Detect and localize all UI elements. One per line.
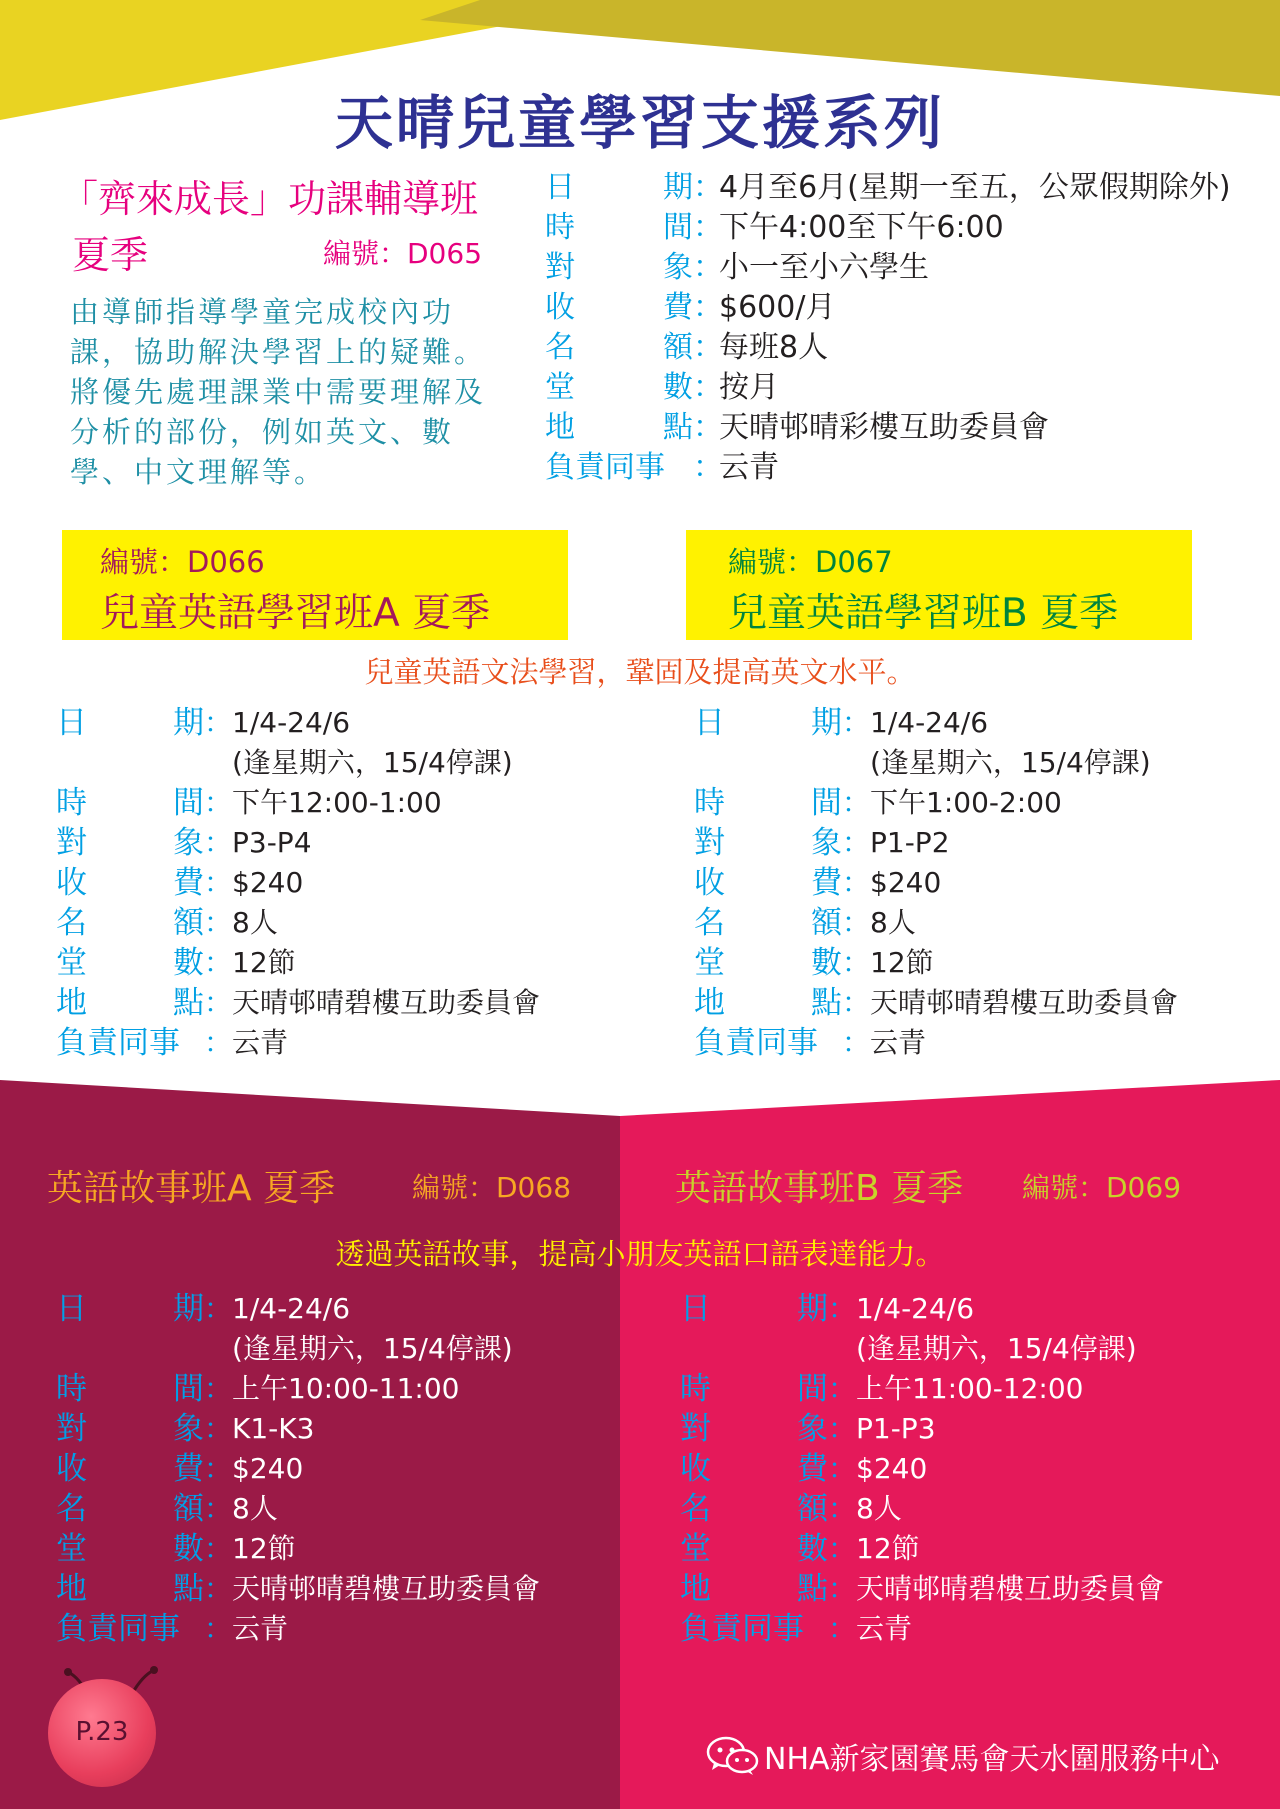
info-value: 12節 — [232, 946, 296, 979]
info-row — [680, 1329, 1164, 1369]
info-row — [694, 743, 1178, 783]
info-value: P3-P4 — [232, 826, 312, 859]
info-label-part: 數 — [173, 1531, 204, 1567]
info-row — [680, 1369, 1164, 1409]
page-number: P.23 — [75, 1717, 129, 1747]
info-row — [694, 903, 1178, 943]
info-colon: ： — [204, 1572, 233, 1605]
info-value: 天晴邨晴碧樓互助委員會 — [870, 986, 1179, 1019]
info-value: (逢星期六，15/4停課) — [232, 746, 513, 779]
info-value: 云青 — [870, 1026, 927, 1059]
info-label-part: 對 — [56, 825, 87, 861]
info-label-part: 費 — [797, 1451, 828, 1487]
info-label — [694, 983, 842, 1023]
d066-info-list — [56, 703, 540, 1063]
info-row — [680, 1409, 1164, 1449]
info-row — [56, 783, 540, 823]
info-label — [56, 1449, 204, 1489]
info-label-part: 負責同事 — [680, 1611, 804, 1647]
page-title: 天晴兒童學習支援系列 — [334, 89, 945, 157]
info-label-part: 時 — [680, 1371, 711, 1407]
d069-code: 編號：D069 — [1022, 1171, 1182, 1204]
info-label — [694, 783, 842, 823]
d067-header-box — [686, 530, 1192, 640]
info-value: 云青 — [232, 1612, 289, 1645]
info-value: 4月至6月(星期一至五，公眾假期除外) — [719, 170, 1231, 205]
info-colon: ： — [842, 866, 871, 899]
info-row — [680, 1449, 1164, 1489]
info-colon: ： — [204, 906, 233, 939]
info-row — [680, 1489, 1164, 1529]
info-label-part: 象 — [173, 1411, 204, 1447]
info-colon: ： — [828, 1532, 857, 1565]
info-value: (逢星期六，15/4停課) — [870, 746, 1151, 779]
info-label — [680, 1489, 828, 1529]
info-value: $240 — [232, 1452, 304, 1485]
info-label-part: 時 — [56, 785, 87, 821]
info-row — [56, 1529, 540, 1569]
info-label — [680, 1449, 828, 1489]
d068-course-name: 英語故事班A 夏季 — [47, 1168, 336, 1209]
d068-code: 編號：D068 — [412, 1171, 572, 1204]
info-label — [56, 863, 204, 903]
info-colon: ： — [842, 1026, 871, 1059]
info-colon: ： — [693, 450, 723, 485]
info-label-part: 地 — [694, 985, 725, 1021]
info-value: K1-K3 — [232, 1412, 315, 1445]
info-row — [694, 783, 1178, 823]
info-label — [56, 703, 204, 743]
info-label-part: 期 — [173, 1291, 204, 1327]
info-row — [56, 1409, 540, 1449]
info-label-part: 時 — [545, 210, 575, 245]
info-row — [680, 1529, 1164, 1569]
info-label-part: 堂 — [680, 1531, 711, 1567]
info-value: 8人 — [232, 906, 278, 939]
info-label-part: 名 — [56, 905, 87, 941]
d065-description: 由導師指導學童完成校內功課，協助解決學習上的疑難。將優先處理課業中需要理解及分析的部份，例如英文、數學、中文理解等。 — [70, 295, 487, 489]
info-row — [56, 703, 540, 743]
info-label — [545, 448, 693, 488]
info-value: 云青 — [719, 450, 779, 485]
info-label — [680, 1529, 828, 1569]
info-label — [56, 1369, 204, 1409]
info-value: 天晴邨晴彩樓互助委員會 — [719, 410, 1049, 445]
info-colon: ： — [204, 786, 233, 819]
info-colon: ： — [828, 1452, 857, 1485]
info-label-part: 間 — [173, 1371, 204, 1407]
info-label-part: 象 — [797, 1411, 828, 1447]
info-label-part: 名 — [694, 905, 725, 941]
info-label-part: 費 — [663, 290, 693, 325]
info-label-part: 點 — [173, 985, 204, 1021]
info-row — [56, 1023, 540, 1063]
info-value: 1/4-24/6 — [856, 1292, 975, 1325]
info-colon: ： — [204, 866, 233, 899]
info-label — [56, 1409, 204, 1449]
info-label-part: 日 — [545, 170, 575, 205]
page-number-badge — [48, 1679, 156, 1787]
info-row — [680, 1569, 1164, 1609]
info-colon: ： — [204, 1492, 233, 1525]
info-value: $240 — [856, 1452, 928, 1485]
info-colon: ： — [204, 946, 233, 979]
info-label-part: 費 — [173, 1451, 204, 1487]
info-label-part: 名 — [680, 1491, 711, 1527]
info-label-part: 時 — [694, 785, 725, 821]
info-label-part: 地 — [56, 985, 87, 1021]
info-colon: ： — [204, 1612, 233, 1645]
info-colon: ： — [204, 1372, 233, 1405]
info-row — [545, 408, 1231, 448]
info-label-part: 間 — [811, 785, 842, 821]
info-label-part: 額 — [173, 905, 204, 941]
d069-info-list — [680, 1289, 1164, 1649]
info-label-part: 堂 — [694, 945, 725, 981]
info-row — [680, 1609, 1164, 1649]
info-label — [694, 1023, 842, 1063]
info-row — [56, 1369, 540, 1409]
info-label-part: 日 — [56, 1291, 87, 1327]
d069-course-name: 英語故事班B 夏季 — [675, 1168, 964, 1209]
info-label — [56, 1023, 204, 1063]
info-colon: ： — [204, 1452, 233, 1485]
info-label — [56, 823, 204, 863]
info-label-part: 地 — [680, 1571, 711, 1607]
info-label-part: 額 — [811, 905, 842, 941]
info-colon: ： — [693, 290, 723, 325]
info-label-part: 數 — [663, 370, 693, 405]
info-value: 按月 — [719, 370, 779, 405]
info-label-part: 額 — [173, 1491, 204, 1527]
info-label-part: 象 — [811, 825, 842, 861]
info-label — [56, 1489, 204, 1529]
info-colon: ： — [842, 986, 871, 1019]
info-label-part: 時 — [56, 1371, 87, 1407]
info-value: 12節 — [870, 946, 934, 979]
info-colon: ： — [842, 946, 871, 979]
info-label-part: 堂 — [56, 1531, 87, 1567]
info-label-part: 費 — [811, 865, 842, 901]
info-colon: ： — [204, 986, 233, 1019]
info-value: $240 — [870, 866, 942, 899]
d066-code: 編號：D066 — [100, 545, 265, 579]
info-label — [56, 1569, 204, 1609]
info-value: 1/4-24/6 — [232, 706, 351, 739]
info-value: 上午11:00-12:00 — [856, 1372, 1084, 1405]
info-label-part: 負責同事 — [56, 1611, 180, 1647]
info-label-part: 期 — [173, 705, 204, 741]
info-value: 天晴邨晴碧樓互助委員會 — [856, 1572, 1165, 1605]
info-label-part: 對 — [680, 1411, 711, 1447]
info-colon: ： — [842, 906, 871, 939]
info-colon: ： — [828, 1412, 857, 1445]
info-label-part: 間 — [663, 210, 693, 245]
english-class-description: 兒童英語文法學習，鞏固及提高英文水平。 — [364, 655, 916, 689]
info-colon: ： — [828, 1612, 857, 1645]
wechat-icon — [706, 1736, 760, 1776]
footer — [706, 1734, 1220, 1778]
info-value: (逢星期六，15/4停課) — [232, 1332, 513, 1365]
info-colon: ： — [828, 1492, 857, 1525]
info-row — [56, 1609, 540, 1649]
info-label-part: 負責同事 — [694, 1025, 818, 1061]
info-row — [56, 1329, 540, 1369]
info-label — [545, 408, 693, 448]
info-row — [680, 1289, 1164, 1329]
info-value: (逢星期六，15/4停課) — [856, 1332, 1137, 1365]
info-label-part: 間 — [173, 785, 204, 821]
info-value: 1/4-24/6 — [232, 1292, 351, 1325]
d065-code: 編號：D065 — [323, 237, 483, 270]
info-row — [56, 903, 540, 943]
info-label-part: 點 — [797, 1571, 828, 1607]
info-label-part: 負責同事 — [56, 1025, 180, 1061]
info-row — [694, 1023, 1178, 1063]
info-label-part: 日 — [56, 705, 87, 741]
info-row — [545, 208, 1231, 248]
info-label-part: 負責同事 — [545, 450, 665, 485]
info-value: 12節 — [856, 1532, 920, 1565]
info-row — [545, 168, 1231, 208]
info-value: 1/4-24/6 — [870, 706, 989, 739]
info-value: $600/月 — [719, 290, 836, 325]
info-label-part: 地 — [545, 410, 575, 445]
info-label — [56, 983, 204, 1023]
info-label-part: 對 — [694, 825, 725, 861]
info-label — [680, 1289, 828, 1329]
footer-org-name: NHA新家園賽馬會天水圍服務中心 — [764, 1742, 1220, 1777]
info-label-part: 額 — [663, 330, 693, 365]
info-value: P1-P3 — [856, 1412, 936, 1445]
info-label — [56, 903, 204, 943]
info-colon: ： — [693, 410, 723, 445]
info-label-part: 日 — [694, 705, 725, 741]
info-label — [694, 703, 842, 743]
info-row — [56, 1449, 540, 1489]
info-label-part: 對 — [56, 1411, 87, 1447]
info-colon: ： — [204, 826, 233, 859]
info-label — [680, 1609, 828, 1649]
info-label — [545, 288, 693, 328]
info-label-part: 費 — [173, 865, 204, 901]
info-colon: ： — [204, 1292, 233, 1325]
info-label-part: 收 — [56, 1451, 87, 1487]
info-value: 下午1:00-2:00 — [870, 786, 1062, 819]
info-colon: ： — [842, 826, 871, 859]
info-label-part: 收 — [545, 290, 575, 325]
info-value: 云青 — [856, 1612, 913, 1645]
info-label-part: 期 — [663, 170, 693, 205]
info-label — [680, 1369, 828, 1409]
info-value: 8人 — [232, 1492, 278, 1525]
info-label-part: 地 — [56, 1571, 87, 1607]
info-row — [56, 983, 540, 1023]
info-label — [694, 863, 842, 903]
info-label-part: 間 — [797, 1371, 828, 1407]
info-label — [56, 1529, 204, 1569]
info-value: 天晴邨晴碧樓互助委員會 — [232, 1572, 541, 1605]
info-label — [56, 783, 204, 823]
info-colon: ： — [204, 706, 233, 739]
info-row — [545, 448, 1231, 488]
info-label-part: 點 — [811, 985, 842, 1021]
info-row — [545, 288, 1231, 328]
info-label-part: 堂 — [545, 370, 575, 405]
info-row — [56, 743, 540, 783]
info-label-part: 數 — [797, 1531, 828, 1567]
info-colon: ： — [828, 1572, 857, 1605]
info-label — [545, 368, 693, 408]
info-label-part: 對 — [545, 250, 575, 285]
info-value: 12節 — [232, 1532, 296, 1565]
info-label — [694, 943, 842, 983]
info-label-part: 額 — [797, 1491, 828, 1527]
info-value: 上午10:00-11:00 — [232, 1372, 460, 1405]
info-label-part: 收 — [56, 865, 87, 901]
info-row — [56, 823, 540, 863]
info-value: 每班8人 — [719, 330, 829, 365]
info-value: 8人 — [870, 906, 916, 939]
info-label-part: 收 — [694, 865, 725, 901]
d068-info-list — [56, 1289, 540, 1649]
info-value: 下午12:00-1:00 — [232, 786, 442, 819]
info-row — [56, 863, 540, 903]
info-label — [694, 823, 842, 863]
info-value: P1-P2 — [870, 826, 950, 859]
info-colon: ： — [842, 786, 871, 819]
info-label — [56, 1609, 204, 1649]
d067-course-name: 兒童英語學習班B 夏季 — [728, 591, 1119, 636]
info-label-part: 期 — [811, 705, 842, 741]
info-value: 小一至小六學生 — [719, 250, 929, 285]
info-value: 8人 — [856, 1492, 902, 1525]
info-label-part: 日 — [680, 1291, 711, 1327]
info-label — [680, 1569, 828, 1609]
info-row — [694, 983, 1178, 1023]
info-label-part: 期 — [797, 1291, 828, 1327]
d067-info-list — [694, 703, 1178, 1063]
info-row — [545, 368, 1231, 408]
story-class-description: 透過英語故事，提高小朋友英語口語表達能力。 — [335, 1237, 945, 1271]
info-row — [545, 248, 1231, 288]
info-row — [694, 863, 1178, 903]
info-colon: ： — [693, 250, 723, 285]
info-row — [56, 1569, 540, 1609]
d067-code: 編號：D067 — [728, 545, 893, 579]
info-colon: ： — [842, 706, 871, 739]
info-value: 云青 — [232, 1026, 289, 1059]
info-value: 下午4:00至下午6:00 — [719, 210, 1004, 245]
d066-course-name: 兒童英語學習班A 夏季 — [100, 591, 491, 636]
info-colon: ： — [693, 330, 723, 365]
info-row — [56, 1289, 540, 1329]
info-label-part: 堂 — [56, 945, 87, 981]
info-colon: ： — [204, 1532, 233, 1565]
info-colon: ： — [693, 210, 723, 245]
d065-info-list — [545, 168, 1231, 488]
info-label-part: 名 — [56, 1491, 87, 1527]
info-colon: ： — [204, 1412, 233, 1445]
info-label — [545, 208, 693, 248]
info-label-part: 名 — [545, 330, 575, 365]
info-row — [694, 823, 1178, 863]
info-label — [680, 1409, 828, 1449]
info-label-part: 收 — [680, 1451, 711, 1487]
info-label-part: 數 — [811, 945, 842, 981]
info-row — [694, 703, 1178, 743]
info-row — [56, 1489, 540, 1529]
info-colon: ： — [828, 1372, 857, 1405]
d066-header-box — [62, 530, 568, 640]
info-label — [56, 1289, 204, 1329]
info-label-part: 象 — [663, 250, 693, 285]
info-label-part: 點 — [663, 410, 693, 445]
info-row — [545, 328, 1231, 368]
d065-course-name: 「齊來成長」功課輔導班 — [60, 177, 479, 221]
info-colon: ： — [693, 370, 723, 405]
info-label — [56, 943, 204, 983]
info-colon: ： — [204, 1026, 233, 1059]
info-colon: ： — [828, 1292, 857, 1325]
info-label — [694, 903, 842, 943]
info-label — [545, 248, 693, 288]
info-value: $240 — [232, 866, 304, 899]
info-label — [545, 328, 693, 368]
info-row — [56, 943, 540, 983]
d065-season: 夏季 — [72, 233, 149, 277]
info-row — [694, 943, 1178, 983]
info-label-part: 點 — [173, 1571, 204, 1607]
info-label — [545, 168, 693, 208]
info-colon: ： — [693, 170, 723, 205]
info-label-part: 象 — [173, 825, 204, 861]
info-label-part: 數 — [173, 945, 204, 981]
info-value: 天晴邨晴碧樓互助委員會 — [232, 986, 541, 1019]
